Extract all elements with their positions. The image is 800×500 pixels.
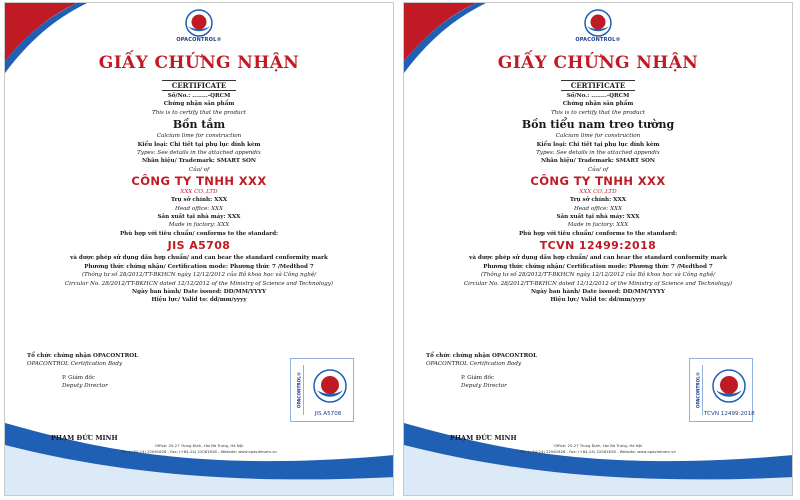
opacontrol-logo-icon — [584, 9, 612, 37]
certificate-number: Số/No.: ........-QRCM — [566, 93, 630, 99]
of-label: Của/ of — [587, 166, 609, 173]
certification-body-en: OPACONTROL Certification Body — [27, 361, 123, 368]
mark-standard-label: TCVN 12499:2018 — [704, 411, 755, 417]
logo-text: OPACONTROL® — [575, 37, 621, 43]
head-office-en: Head office: XXX — [174, 205, 224, 212]
type-en: Types: See details in the attached appendix — [137, 150, 261, 157]
certification-body-en: OPACONTROL Certification Body — [426, 361, 522, 368]
certify-en: This is to certify that the product — [151, 109, 247, 116]
mark-side-text: OPACONTROL® — [296, 371, 301, 409]
factory-vn: Sản xuất tại nhà máy: XXX — [157, 214, 241, 221]
footer-contact: Tel: (+84-24) 22061628 - Fax: (+84-24) 22061628 - Website: www.opavietnam.vn — [121, 449, 277, 454]
company-name: CÔNG TY TNHH XXX — [131, 174, 267, 189]
head-office-vn: Trụ sở chính: XXX — [569, 197, 627, 204]
conformity-mark — [689, 358, 753, 422]
valid-to: Hiệu lực/ Valid to: dd/mm/yyyy — [151, 297, 247, 304]
signer-title-en: Deputy Director — [62, 383, 108, 390]
trademark: Nhãn hiệu/ Trademark: SMART SON — [141, 158, 257, 165]
opacontrol-logo-icon — [185, 9, 213, 37]
standard-code: JIS A5708 — [167, 239, 231, 253]
footer-office: Office: 25-27 Trưng Định, Hai Bà Trưng, Hà Nội — [554, 443, 642, 448]
type-vn: Kiểu loại: Chi tiết tại phụ lục đính kèm — [536, 141, 660, 148]
certificate-subtitle: CERTIFICATE — [561, 80, 636, 91]
date-issued: Ngày ban hành/ Date issued: DD/MM/YYYY — [132, 288, 266, 295]
opacontrol-logo — [159, 9, 239, 43]
mark-right: và được phép sử dụng dấu hợp chuẩn/ and can bear the standard conformity mark — [70, 255, 328, 262]
certification-body-vn: Tổ chức chứng nhận OPACONTROL — [426, 353, 538, 359]
head-office-en: Head office: XXX — [573, 205, 623, 212]
factory-en: Made in factory: XXX — [567, 222, 629, 229]
conformity-mark-icon — [712, 369, 746, 403]
conformity-mark-icon — [313, 369, 347, 403]
circular-line-2: Circular No. 28/2012/TT-BKHCN dated 12/12/2012 of the Ministry of Science and Technology) — [64, 280, 334, 287]
head-office-vn: Trụ sở chính: XXX — [170, 197, 228, 204]
product-en: Calcium lime for construction — [555, 133, 641, 140]
signer-title-vn: P. Giám đốc — [62, 375, 95, 381]
opacontrol-logo — [558, 9, 638, 43]
of-label: Của/ of — [188, 166, 210, 173]
circular-line-1: (Thông tư số 28/2012/TT-BKHCN ngày 12/12/2012 của Bộ khoa học và Công nghệ/ — [480, 272, 716, 279]
certificate-title: GIẤY CHỨNG NHẬN — [497, 53, 699, 73]
certify-vn: Chứng nhận sản phẩm — [163, 101, 235, 108]
product-en: Calcium lime for construction — [156, 133, 242, 140]
mark-standard-label: JIS A5708 — [314, 411, 342, 417]
footer-contact: Tel: (+84-24) 22061628 - Fax: (+84-24) 22061628 - Website: www.opavietnam.vn — [520, 449, 676, 454]
conformity-mark — [290, 358, 354, 422]
product-name: Bồn tiểu nam treo tường — [521, 118, 675, 132]
signer-title-vn: P. Giám đốc — [461, 375, 494, 381]
footer-office: Office: 25-27 Trưng Định, Hai Bà Trưng, Hà Nội — [155, 443, 243, 448]
company-name-en: XXX CO.,LTD — [180, 189, 218, 196]
certificate-number: Số/No.: ........-QRCM — [167, 93, 231, 99]
company-name: CÔNG TY TNHH XXX — [530, 174, 666, 189]
certificate-subtitle: CERTIFICATE — [162, 80, 237, 91]
trademark: Nhãn hiệu/ Trademark: SMART SON — [540, 158, 656, 165]
conforms-label: Phù hợp với tiêu chuẩn/ conforms to the standard: — [518, 230, 678, 237]
factory-vn: Sản xuất tại nhà máy: XXX — [556, 214, 640, 221]
signer-name: PHẠM ĐỨC MINH — [51, 434, 118, 442]
circular-line-2: Circular No. 28/2012/TT-BKHCN dated 12/12/2012 of the Ministry of Science and Technology) — [463, 280, 733, 287]
signer-title-en: Deputy Director — [461, 383, 507, 390]
certify-vn: Chứng nhận sản phẩm — [562, 101, 634, 108]
circular-line-1: (Thông tư số 28/2012/TT-BKHCN ngày 12/12/2012 của Bộ khoa học và Công nghệ/ — [81, 272, 317, 279]
certificate-jis — [4, 2, 394, 496]
product-name: Bồn tắm — [172, 118, 226, 132]
factory-en: Made in factory: XXX — [168, 222, 230, 229]
certification-body-vn: Tổ chức chứng nhận OPACONTROL — [27, 353, 139, 359]
certification-mode: Phương thức chứng nhận/ Certification mode: Phương thức 7 /Medthod 7 — [84, 263, 314, 270]
company-name-en: XXX CO.,LTD — [579, 189, 617, 196]
conforms-label: Phù hợp với tiêu chuẩn/ conforms to the standard: — [119, 230, 279, 237]
standard-code: TCVN 12499:2018 — [539, 239, 657, 253]
signer-name: PHẠM ĐỨC MINH — [450, 434, 517, 442]
mark-right: và được phép sử dụng dấu hợp chuẩn/ and can bear the standard conformity mark — [469, 255, 727, 262]
certify-en: This is to certify that the product — [550, 109, 646, 116]
certification-mode: Phương thức chứng nhận/ Certification mode: Phương thức 7 /Medthod 7 — [483, 263, 713, 270]
logo-text: OPACONTROL® — [176, 37, 222, 43]
type-en: Types: See details in the attached appendix — [536, 150, 660, 157]
valid-to: Hiệu lực/ Valid to: dd/mm/yyyy — [550, 297, 646, 304]
type-vn: Kiểu loại: Chi tiết tại phụ lục đính kèm — [137, 141, 261, 148]
certificate-title: GIẤY CHỨNG NHẬN — [98, 53, 300, 73]
mark-side-text: OPACONTROL® — [695, 371, 700, 409]
date-issued: Ngày ban hành/ Date issued: DD/MM/YYYY — [531, 288, 665, 295]
certificate-tcvn — [403, 2, 793, 496]
